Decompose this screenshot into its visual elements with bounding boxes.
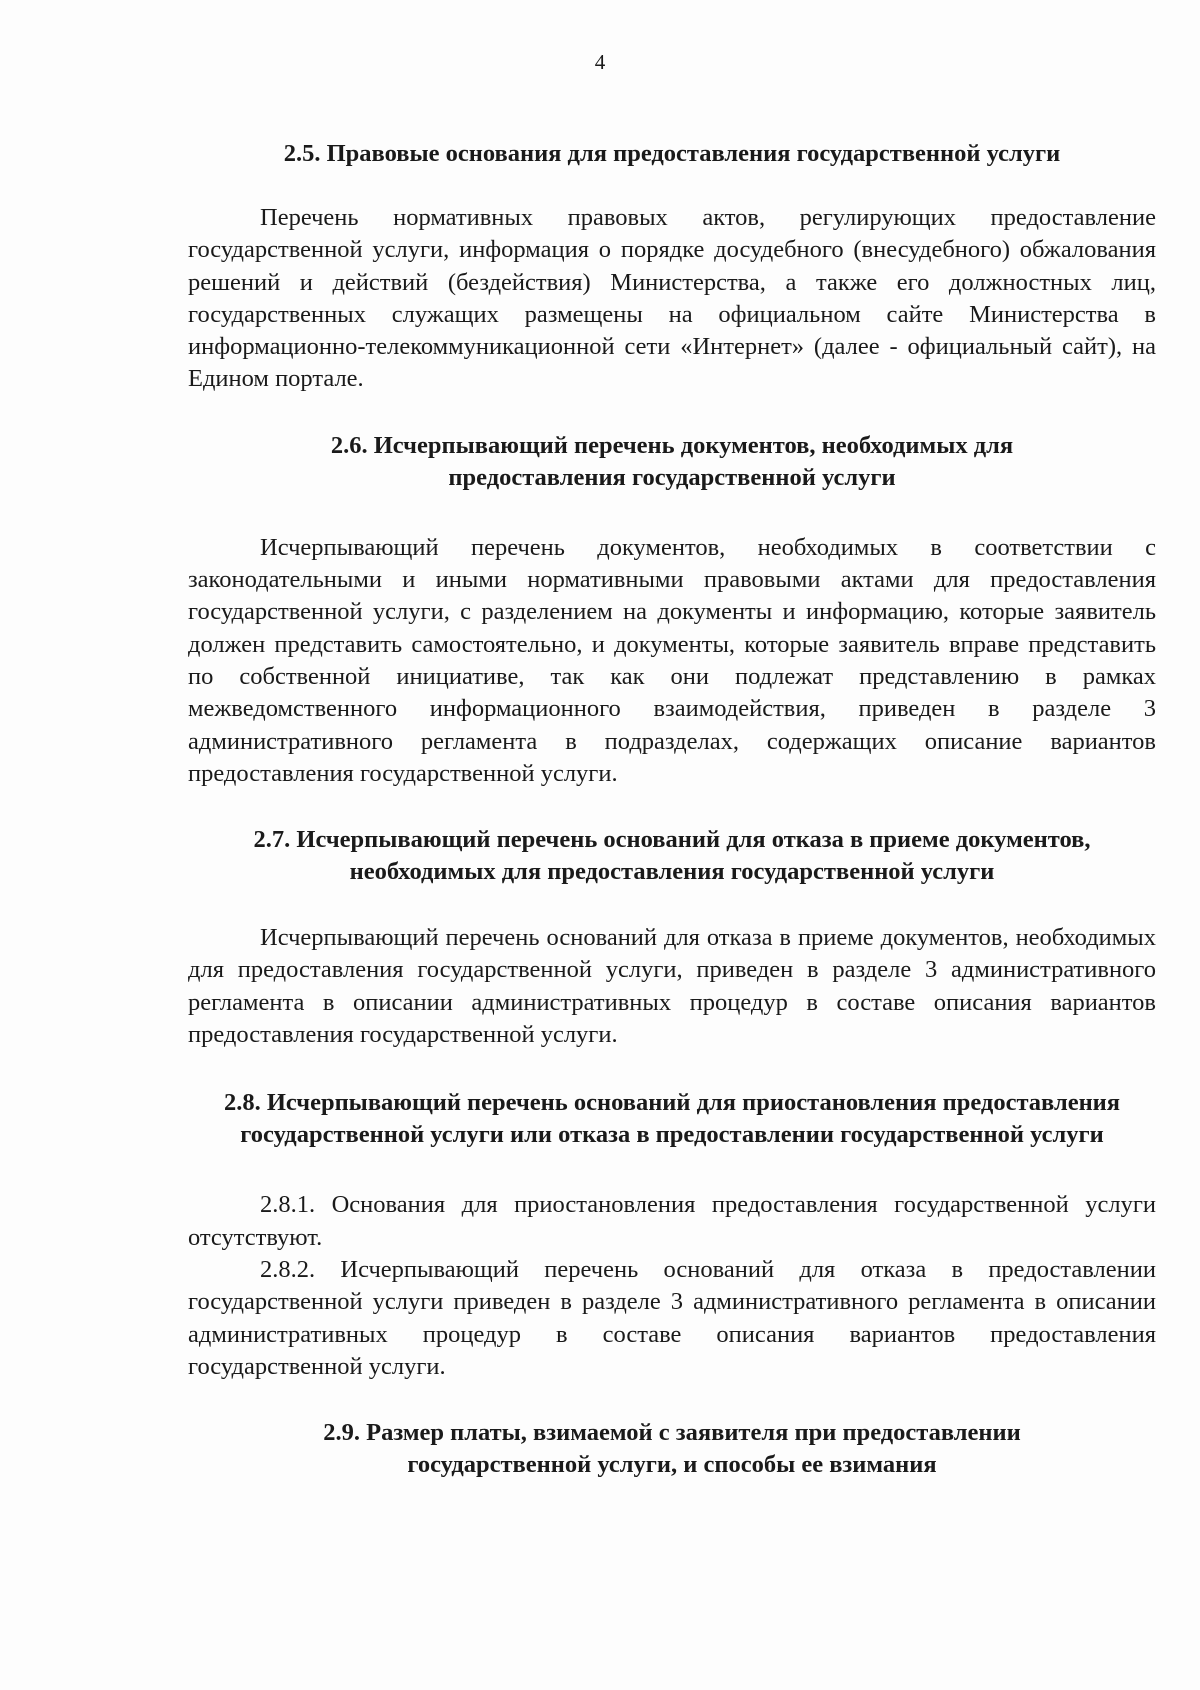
section-text-2-8-1: 2.8.1. Основания для приостановления предоставления государственной услуги отсутствуют.: [188, 1191, 1156, 1251]
document-body: [188, 138, 1156, 1481]
section-text-2-5: Перечень нормативных правовых актов, регулирующих предоставление государственной услуги, информация о порядке досудебного (внесудебного) обжалования решений и действий (бездействия) Министерства, а также его должностных лиц, государственных служащих размещены на официальном сайте Министерства в информационно-телекоммуникационной сети «Интернет» (далее - официальный сайт), на Едином портале.: [188, 204, 1156, 393]
section-heading-2-6: 2.6. Исчерпывающий перечень документов, необходимых для предоставления государственной услуги: [330, 431, 1014, 491]
section-heading-2-8: 2.8. Исчерпывающий перечень оснований для приостановления предоставления государственной услуги или отказа в предоставлении государственной услуги: [223, 1089, 1121, 1149]
section-text-2-8-2: 2.8.2. Исчерпывающий перечень оснований для отказа в предоставлении государственной услуги приведен в разделе 3 административного регламента в описании административных процедур в составе описания вариантов предоставления государственной услуги.: [188, 1255, 1156, 1380]
section-text-2-6: Исчерпывающий перечень документов, необходимых в соответствии с законодательными и иными нормативными правовыми актами для предоставления государственной услуги, с разделением на документы и информацию, которые заявитель должен представить самостоятельно, и документы, которые заявитель вправе представить по собственной инициативе, так как они подлежат представлению в рамках межведомственного информационного взаимодействия, приведен в разделе 3 административного регламента в подразделах, содержащих описание вариантов предоставления государственной услуги.: [188, 533, 1156, 787]
section-heading-2-5: 2.5. Правовые основания для предоставления государственной услуги: [283, 140, 1061, 167]
section-heading-2-7: 2.7. Исчерпывающий перечень оснований для отказа в приеме документов, необходимых для предоставления государственной услуги: [253, 826, 1091, 886]
page-number: 4: [594, 50, 606, 74]
section-text-2-7: Исчерпывающий перечень оснований для отказа в приеме документов, необходимых для предоставления государственной услуги, приведен в разделе 3 административного регламента в описании административных процедур в составе описания вариантов предоставления государственной услуги.: [188, 924, 1156, 1049]
section-heading-2-9: 2.9. Размер платы, взимаемой с заявителя при предоставлении государственной услуги, и способы ее взимания: [323, 1419, 1021, 1479]
